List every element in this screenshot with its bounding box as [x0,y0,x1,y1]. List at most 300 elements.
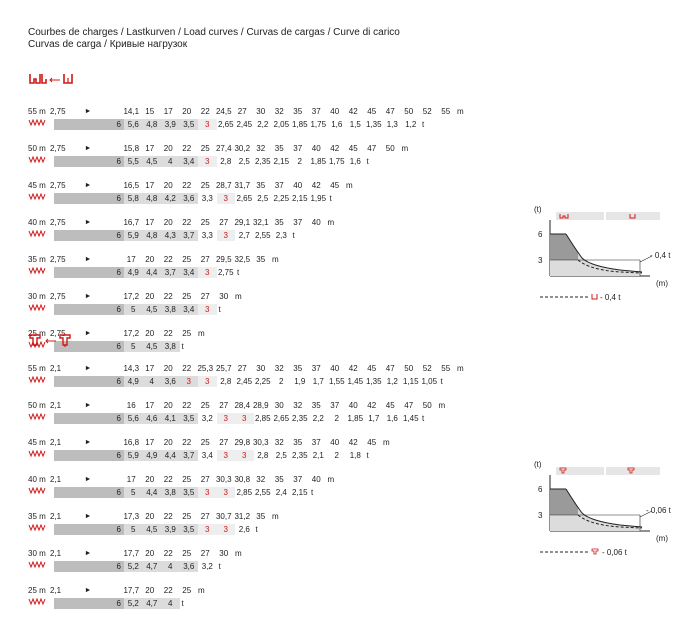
load-value: 1,35 [365,120,382,129]
reach-value: 22 [163,292,173,301]
reach-value: 30,3 [215,475,232,484]
load-value: 3 [217,193,236,204]
reach-value: 20 [163,364,173,373]
load-value: 2,25 [273,194,290,203]
load-value: 3 [198,156,217,167]
reach-value: 32 [274,438,284,447]
load-value: 3,6 [180,193,199,204]
load-value: 1,6 [386,414,398,423]
load-bar: 6 [54,341,124,352]
reach-value: 50 [404,364,414,373]
reach-value: 28,4 [234,401,251,410]
unit-t: t [422,120,425,129]
hook-icon [28,413,54,424]
reach-value: 25 [182,292,192,301]
load-value: 2,65 [236,194,253,203]
load-value: 1,7 [312,377,324,386]
reach-value: 30 [219,292,229,301]
hook-icon [28,230,54,241]
reach-value: 28,7 [215,181,232,190]
reach-value: 37 [311,107,321,116]
boom-length: 35 m [28,512,46,521]
load-value: 3 [235,450,254,461]
load-value: 4,8 [143,193,162,204]
arrow-icon: ► [84,476,92,483]
reach-value: 17 [126,255,136,264]
unit-m: m [327,218,335,227]
load-row [28,340,471,353]
unit-m: m [327,475,335,484]
reach-value: 22 [182,364,192,373]
unit-t: t [218,562,221,571]
load-value: 2,85 [254,414,271,423]
reach-spacer [98,143,122,154]
load-value: 2,5 [257,194,269,203]
load-curve-diagram-1 [530,200,700,315]
reach-value: 22 [163,329,173,338]
hook-icon [28,376,54,387]
reach-value: 40 [330,438,340,447]
load-value: 3 [198,376,217,387]
load-bar: 6 [54,524,124,535]
hook-icon [28,561,54,572]
load-bar: 6 [54,230,124,241]
reach-value: 42 [367,401,377,410]
reach-row [28,547,471,560]
reach-value: 25,3 [197,364,214,373]
arrow-icon: ► [84,219,92,226]
reach-value: 45 [330,181,340,190]
load-value: 3,6 [161,376,180,387]
reach-value: 16 [126,401,136,410]
reach-value: 35 [274,475,284,484]
load-value: 3,3 [201,194,213,203]
min-radius: 2,75 [50,144,66,153]
load-value: 2 [334,451,339,460]
load-value: 3,3 [201,231,213,240]
boom-length: 25 m [28,586,46,595]
load-value: 1,85 [310,157,327,166]
unit-t: t [218,305,221,314]
reach-value: 17 [145,144,155,153]
load-value: 1,45 [402,414,419,423]
load-row [28,266,471,279]
reach-value: 25 [200,438,210,447]
load-value: 2,45 [236,120,253,129]
reach-row [28,473,471,486]
load-bar: 6 [54,598,124,609]
min-radius: 2,75 [50,255,66,264]
reach-value: 20 [163,181,173,190]
load-row-block [28,399,471,425]
unit-t: t [237,268,240,277]
trolley-hook-config-icon [28,72,80,91]
min-radius: 2,75 [50,107,66,116]
reach-value: 37 [330,401,340,410]
hook-icon [28,450,54,461]
reach-value: 40 [311,218,321,227]
reach-spacer [98,180,122,191]
load-row-block [28,216,471,242]
load-value: 2,3 [275,231,287,240]
load-value: 2,35 [254,157,271,166]
load-bar: 6 [54,193,124,204]
reach-value: 22 [200,107,210,116]
load-value: 4,5 [143,524,162,535]
load-value: 2,05 [273,120,290,129]
load-value: 2,15 [291,488,308,497]
min-radius: 2,1 [50,401,62,410]
reach-value: 42 [348,438,358,447]
load-value: 1,6 [331,120,343,129]
reach-value: 35 [256,255,266,264]
reach-value: 45 [367,438,377,447]
load-value: 2,65 [217,120,234,129]
reach-value: 37 [293,144,303,153]
reach-value: 27 [200,549,210,558]
load-value: 2,35 [291,414,308,423]
reach-value: 17 [163,107,173,116]
load-curve-diagram-2 [530,455,700,570]
reach-value: 30,7 [215,512,232,521]
reach-value: 20 [163,401,173,410]
boom-length: 45 m [28,438,46,447]
load-value: 1,3 [386,120,398,129]
load-bar: 6 [54,376,124,387]
reach-value: 25 [182,329,192,338]
reach-value: 25 [200,218,210,227]
reach-value: 16,8 [123,438,140,447]
load-value: 3 [217,450,236,461]
reach-row [28,253,471,266]
min-radius: 2,75 [50,329,66,338]
min-radius: 2,1 [50,549,62,558]
reach-value: 35 [293,107,303,116]
load-value: 3,4 [180,267,199,278]
reach-spacer [98,511,122,522]
load-value: 1,45 [347,377,364,386]
load-value: 4,9 [124,267,143,278]
load-value: 2,85 [236,488,253,497]
load-value: 3,5 [180,524,199,535]
header-title-line-1: Courbes de charges / Lastkurven / Load curves / Curvas de cargas / Curve di carico [28,27,400,38]
unit-t: t [366,157,369,166]
load-value: 3,7 [180,450,199,461]
min-radius: 2,1 [50,586,62,595]
load-row [28,192,471,205]
load-value: 3 [198,304,217,315]
reach-row [28,105,471,118]
reach-value: 30,2 [234,144,251,153]
reach-value: 20 [145,292,155,301]
reach-value: 20 [145,512,155,521]
reach-value: 14,3 [123,364,140,373]
load-value: 4,8 [143,230,162,241]
reach-value: 47 [367,144,377,153]
reach-value: 22 [163,586,173,595]
load-row-block [28,327,471,353]
load-value: 3 [217,413,236,424]
load-value: 4,4 [161,450,180,461]
reach-value: 27 [200,512,210,521]
min-radius: 2,75 [50,218,66,227]
load-value: 5 [124,487,143,498]
load-value: 3,8 [161,341,180,352]
arrow-icon: ► [84,587,92,594]
reach-value: 17,7 [123,586,140,595]
load-value: 3 [180,376,199,387]
unit-m: m [235,292,242,301]
reach-value: 45 [348,144,358,153]
load-value: 4,5 [143,304,162,315]
load-row-block [28,253,471,279]
min-radius: 2,1 [50,364,62,373]
reach-value: 32 [274,107,284,116]
reach-value: 55 [441,107,451,116]
reach-value: 29,5 [215,255,232,264]
unit-m: m [272,255,279,264]
load-value: 3,5 [180,487,199,498]
header-title-line-2: Curvas de carga / Кривые нагрузок [28,39,188,50]
load-value: 4 [161,561,180,572]
svg-text:- 0,4 t: - 0,4 t [650,251,671,260]
reach-value: 37 [293,218,303,227]
load-value: 4,4 [143,267,162,278]
reach-value: 47 [404,401,414,410]
reach-value: 16,5 [123,181,140,190]
load-value: 4 [161,598,180,609]
reach-value: 32 [274,364,284,373]
reach-value: 55 [441,364,451,373]
load-value: 4,5 [143,156,162,167]
load-bar: 6 [54,561,124,572]
reach-value: 35 [311,401,321,410]
reach-spacer [98,548,122,559]
single-hook-config-icon [28,333,80,354]
reach-value: 52 [422,364,432,373]
load-row [28,412,471,425]
reach-value: 37 [311,364,321,373]
svg-text:6: 6 [538,485,543,494]
reach-row [28,436,471,449]
unit-m: m [272,512,279,521]
load-value: 2,8 [257,451,269,460]
reach-value: 20 [163,144,173,153]
reach-value: 40 [348,401,358,410]
reach-value: 45 [367,364,377,373]
arrow-icon: ► [84,365,92,372]
reach-value: 40 [330,107,340,116]
load-value: 1,2 [386,377,398,386]
load-value: 1,05 [421,377,438,386]
load-value: 1,95 [310,194,327,203]
load-value: 4,8 [143,119,162,130]
load-value: 3 [217,230,236,241]
load-value: 3 [217,487,236,498]
reach-value: 50 [385,144,395,153]
load-value: 2,7 [238,231,250,240]
reach-value: 17 [145,364,155,373]
load-value: 1,9 [294,377,306,386]
svg-text:(t): (t) [534,460,542,469]
load-value: 1,75 [328,157,345,166]
reach-value: 25 [200,181,210,190]
load-value: 4 [143,376,162,387]
reach-value: 50 [422,401,432,410]
load-value: 2 [297,157,302,166]
load-value: 3,5 [180,119,199,130]
reach-value: 22 [163,549,173,558]
reach-value: 17,2 [123,329,140,338]
load-value: 4,2 [161,193,180,204]
load-value: 2,8 [220,157,232,166]
reach-value: 35 [293,438,303,447]
arrow-icon: ► [84,513,92,520]
reach-value: 37 [293,475,303,484]
arrow-icon: ► [84,182,92,189]
load-value: 1,2 [405,120,417,129]
load-value: 1,35 [365,377,382,386]
load-value: 5,5 [124,156,143,167]
reach-value: 25,7 [215,364,232,373]
load-bar: 6 [54,487,124,498]
load-row [28,155,471,168]
boom-length: 35 m [28,255,46,264]
boom-length: 50 m [28,144,46,153]
reach-spacer [98,291,122,302]
load-value: 2,5 [275,451,287,460]
load-value: 3 [198,267,217,278]
load-value: 2 [334,414,339,423]
reach-value: 30 [219,549,229,558]
reach-value: 20 [145,475,155,484]
load-row [28,375,471,388]
arrow-icon: ► [84,256,92,263]
load-row-block [28,436,471,462]
arrow-icon: ► [84,293,92,300]
load-value: 3,2 [201,562,213,571]
unit-t: t [255,525,258,534]
min-radius: 2,75 [50,181,66,190]
load-table-2 [28,362,471,621]
boom-length: 30 m [28,549,46,558]
load-table-1 [28,105,471,364]
reach-value: 27 [200,292,210,301]
load-value: 2,1 [312,451,324,460]
reach-value: 35 [256,512,266,521]
load-value: 3,8 [161,487,180,498]
reach-value: 32,5 [234,255,251,264]
unit-m: m [235,549,242,558]
reach-value: 29,1 [234,218,251,227]
hook-icon [28,193,54,204]
reach-value: 20 [145,255,155,264]
reach-value: 20 [163,438,173,447]
reach-spacer [98,363,122,374]
reach-value: 40 [311,144,321,153]
boom-length: 25 m [28,329,46,338]
reach-value: 31,7 [234,181,251,190]
reach-row [28,584,471,597]
reach-row [28,142,471,155]
load-value: 4,9 [124,376,143,387]
load-value: 2,8 [220,377,232,386]
load-value: 2,2 [312,414,324,423]
reach-row [28,510,471,523]
load-row-block [28,179,471,205]
unit-t: t [181,599,184,608]
load-value: 5,2 [124,561,143,572]
reach-value: 25 [182,255,192,264]
reach-value: 50 [404,107,414,116]
load-value: 2,4 [275,488,287,497]
reach-value: 17,3 [123,512,140,521]
load-value: 2,6 [238,525,250,534]
reach-value: 25 [200,401,210,410]
load-row [28,229,471,242]
reach-spacer [98,106,122,117]
unit-t: t [181,342,184,351]
load-value: 2,55 [254,488,271,497]
reach-value: 42 [330,144,340,153]
load-row-block [28,510,471,536]
reach-value: 15,8 [123,144,140,153]
unit-m: m [438,401,446,410]
reach-value: 45 [367,107,377,116]
hook-icon [28,156,54,167]
reach-value: 17,7 [123,549,140,558]
load-row [28,449,471,462]
load-row-block [28,362,471,388]
reach-value: 35 [256,181,266,190]
reach-spacer [98,437,122,448]
svg-text:(m): (m) [656,534,668,543]
reach-value: 28,9 [252,401,269,410]
load-value: 2,75 [217,268,234,277]
load-value: 3,8 [161,304,180,315]
reach-value: 17 [145,401,155,410]
min-radius: 2,1 [50,512,62,521]
reach-spacer [98,585,122,596]
reach-value: 32 [256,144,266,153]
boom-length: 45 m [28,181,46,190]
load-value: 5 [124,524,143,535]
unit-m: m [198,586,205,595]
reach-value: 37 [311,438,321,447]
svg-text:3: 3 [538,256,543,265]
boom-length: 55 m [28,364,46,373]
load-row [28,486,471,499]
load-value: 2,45 [236,377,253,386]
load-value: 2,15 [273,157,290,166]
reach-row [28,290,471,303]
reach-value: 31,2 [234,512,251,521]
load-value: 5,2 [124,598,143,609]
reach-value: 22 [182,181,192,190]
load-value: 3 [235,413,254,424]
load-value: 3,4 [180,304,199,315]
reach-value: 30,3 [252,438,269,447]
hook-icon [28,119,54,130]
load-row-block [28,142,471,168]
unit-t: t [440,377,443,386]
reach-value: 20 [145,329,155,338]
load-value: 4,7 [143,598,162,609]
load-bar: 6 [54,267,124,278]
reach-value: 52 [422,107,432,116]
load-value: 5 [124,341,143,352]
load-value: 1,5 [349,120,361,129]
